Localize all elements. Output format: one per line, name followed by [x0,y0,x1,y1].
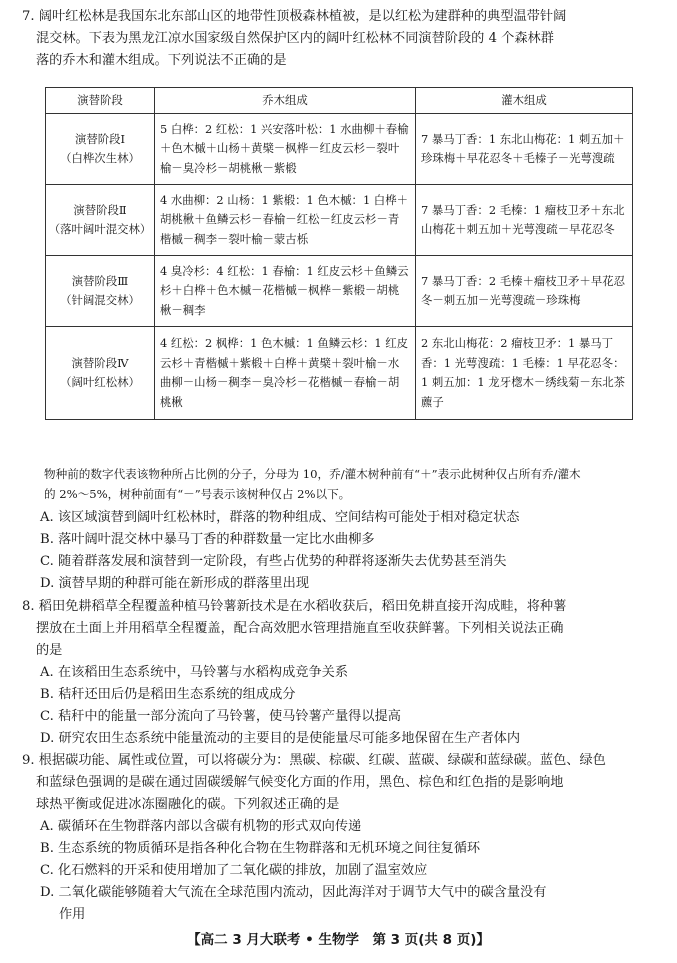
question-9-option-a[interactable]: A. 碳循环在生物群落内部以含碳有机物的形式双向传递 [40,819,362,834]
table-row [46,256,633,327]
table-row [46,327,633,420]
shrubs-cell: 2 东北山梅花：2 瘤枝卫矛：1 暴马丁香：1 光萼溲疏：1 毛榛：1 早花忍冬：1 刺五加：1 龙牙楤木－绣线菊－东北茶藨子 [416,327,633,420]
question-9-option-d-line: D. 二氧化碳能够随着大气流在全球范围内流动，因此海洋对于调节大气中的碳含量没有 [40,885,547,900]
page-footer: 【高二 3 月大联考 • 生物学 第 3 页(共 8 页)】 [187,932,490,948]
succession-table [45,87,633,420]
stage-type: （阔叶红松林） [60,375,140,389]
question-7-option-c[interactable]: C. 随着群落发展和演替到一定阶段，有些占优势的种群将逐渐失去优势甚至消失 [40,554,507,569]
stage-name: 演替阶段Ⅳ [71,355,129,370]
trees-cell: 4 水曲柳：2 山杨：1 紫椴：1 色木槭：1 白桦＋胡桃楸＋鱼鳞云杉－春榆－红松－红皮云杉－青楷槭－稠李－裂叶榆－蒙古栎 [155,185,416,256]
question-8-line: 摆放在土面上并用稻草全程覆盖，配合高效肥水管理措施直至收获鲜薯。下列相关说法正确 [36,621,564,636]
question-8-option-d[interactable]: D. 研究农田生态系统中能量流动的主要目的是使能量尽可能多地保留在生产者体内 [40,731,521,746]
question-7-line: 混交林。下表为黑龙江凉水国家级自然保护区内的阔叶红松林不同演替阶段的 4 个森林群 [36,31,554,46]
stage-cell [46,327,155,420]
question-7-option-a[interactable]: A. 该区域演替到阔叶红松林时，群落的物种组成、空间结构可能处于相对稳定状态 [40,510,520,525]
stage-type: （白桦次生林） [60,151,140,165]
header-stage: 演替阶段 [46,88,155,114]
question-9-option-c[interactable]: C. 化石燃料的开采和使用增加了二氧化碳的排放，加剧了温室效应 [40,863,428,878]
question-8-option-a[interactable]: A. 在该稻田生态系统中，马铃薯与水稻构成竞争关系 [40,665,349,680]
question-9-option-d[interactable] [40,882,650,926]
question-8-option-b[interactable]: B. 秸秆还田后仍是稻田生态系统的组成成分 [40,687,296,702]
question-9-line: 球热平衡或促进冰冻圈融化的碳。下列叙述正确的是 [36,797,340,812]
question-8-stem [22,596,652,662]
question-7-option-b[interactable]: B. 落叶阔叶混交林中暴马丁香的种群数量一定比水曲柳多 [40,532,375,547]
trees-cell: 4 臭冷杉：4 红松：1 春榆：1 红皮云杉＋鱼鳞云杉＋白桦＋色木槭－花楷槭－枫桦－紫椴－胡桃楸－稠李 [155,256,416,327]
table-header-row [46,88,633,114]
question-9-option-d-line: 作用 [59,907,86,922]
question-7-option-d[interactable]: D. 演替早期的种群可能在新形成的群落里出现 [40,576,310,591]
stage-type: （落叶阔叶混交林） [48,222,152,236]
trees-cell: 4 红松：2 枫桦：1 色木槭：1 鱼鳞云杉：1 红皮云杉＋青楷槭＋紫椴＋白桦＋黄檗＋裂叶榆－水曲柳－山杨－稠李－臭冷杉－花楷槭－春榆－胡桃楸 [155,327,416,420]
stage-type: （针阔混交林） [60,293,140,307]
table-row [46,185,633,256]
table-note-line: 的 2%～5%，树种前面有“－”号表示该树种仅占 2%以下。 [44,487,351,501]
shrubs-cell: 7 暴马丁香：2 毛榛＋瘤枝卫矛＋早花忍冬－刺五加－光萼溲疏－珍珠梅 [416,256,633,327]
header-shrubs: 灌木组成 [416,88,633,114]
question-9-line: 9. 根据碳功能、属性或位置，可以将碳分为：黑碳、棕碳、红碳、蓝碳、绿碳和蓝绿碳。蓝色、绿色 [22,753,606,768]
question-8-line: 的是 [36,643,63,658]
stage-cell [46,114,155,185]
question-7-stem [22,6,652,72]
table-note [44,464,654,504]
stage-name: 演替阶段Ⅰ [74,131,126,146]
question-9-stem [22,750,652,816]
question-7-line: 7. 阔叶红松林是我国东北东部山区的地带性顶极森林植被，是以红松为建群种的典型温带针阔 [22,9,567,24]
question-9-line: 和蓝绿色强调的是碳在通过固碳缓解气候变化方面的作用，黑色、棕色和红色指的是影响地 [36,775,564,790]
header-trees: 乔木组成 [155,88,416,114]
stage-name: 演替阶段Ⅲ [71,273,129,288]
table-note-line: 物种前的数字代表该物种所占比例的分子，分母为 10，乔/灌木树种前有“＋”表示此树种仅占所有乔/灌木 [44,467,581,481]
trees-cell: 5 白桦：2 红松：1 兴安落叶松：1 水曲柳＋春榆＋色木槭＋山杨＋黄檗－枫桦－红皮云杉－裂叶榆－臭冷杉－胡桃楸－紫椴 [155,114,416,185]
question-7-line: 落的乔木和灌木组成。下列说法不正确的是 [36,53,287,68]
stage-name: 演替阶段Ⅱ [73,202,127,217]
stage-cell [46,256,155,327]
shrubs-cell: 7 暴马丁香：1 东北山梅花：1 刺五加＋珍珠梅＋早花忍冬＋毛榛子－光萼溲疏 [416,114,633,185]
question-8-option-c[interactable]: C. 秸秆中的能量一部分流向了马铃薯，使马铃薯产量得以提高 [40,709,401,724]
shrubs-cell: 7 暴马丁香：2 毛榛：1 瘤枝卫矛＋东北山梅花＋刺五加＋光萼溲疏－早花忍冬 [416,185,633,256]
question-8-line: 8. 稻田免耕稻草全程覆盖种植马铃薯新技术是在水稻收获后，稻田免耕直接开沟成畦，将种薯 [22,599,567,614]
stage-cell [46,185,155,256]
question-9-option-b[interactable]: B. 生态系统的物质循环是指各种化合物在生物群落和无机环境之间往复循环 [40,841,481,856]
table-row [46,114,633,185]
